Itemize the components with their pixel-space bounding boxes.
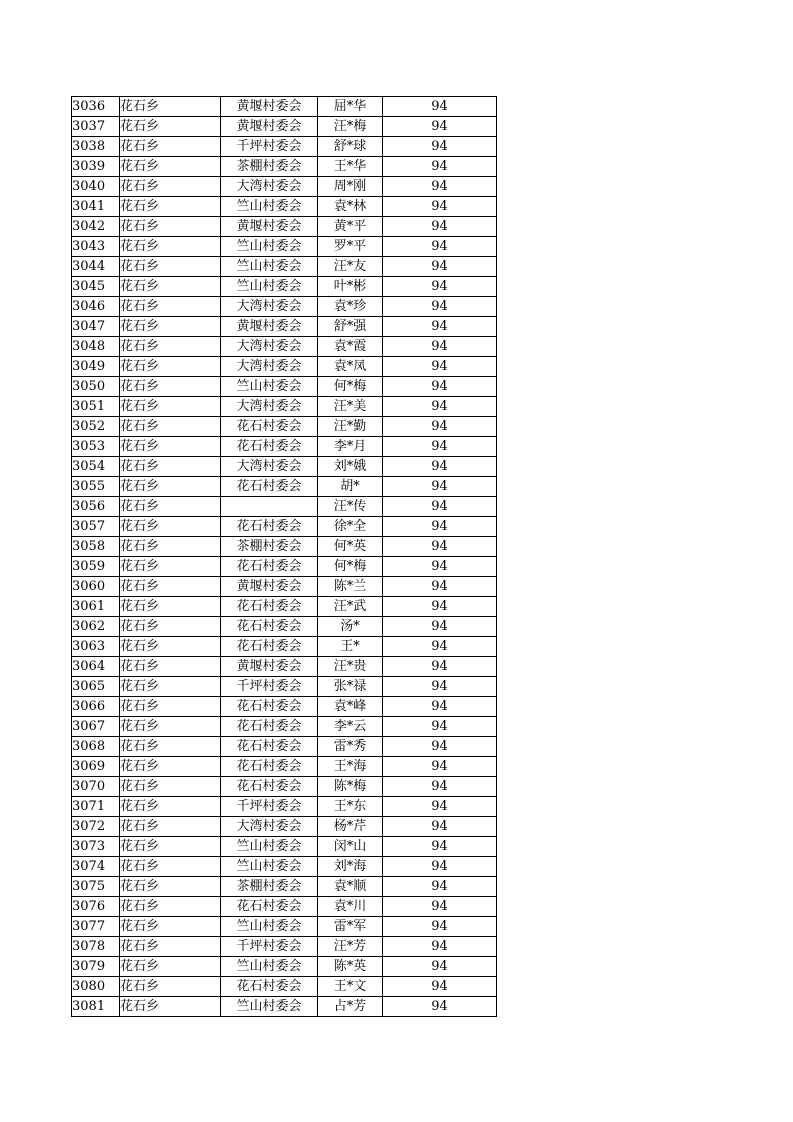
village-committee-cell: 花石村委会: [221, 637, 318, 657]
score-cell: 94: [383, 997, 497, 1017]
village-committee-cell: 竺山村委会: [221, 837, 318, 857]
score-cell: 94: [383, 557, 497, 577]
village-committee-cell: 千坪村委会: [221, 677, 318, 697]
row-number-cell: 3036: [72, 97, 120, 117]
township-cell: 花石乡: [120, 97, 221, 117]
township-cell: 花石乡: [120, 537, 221, 557]
person-name-cell: 何*梅: [318, 377, 383, 397]
score-cell: 94: [383, 757, 497, 777]
person-name-cell: 袁*霞: [318, 337, 383, 357]
table-row: [72, 617, 497, 637]
township-cell: 花石乡: [120, 157, 221, 177]
score-cell: 94: [383, 297, 497, 317]
person-name-cell: 刘*娥: [318, 457, 383, 477]
person-name-cell: 汪*勤: [318, 417, 383, 437]
person-name-cell: 占*芳: [318, 997, 383, 1017]
table-row: [72, 137, 497, 157]
person-name-cell: 周*刚: [318, 177, 383, 197]
township-cell: 花石乡: [120, 477, 221, 497]
row-number-cell: 3062: [72, 617, 120, 637]
row-number-cell: 3069: [72, 757, 120, 777]
table-row: [72, 677, 497, 697]
township-cell: 花石乡: [120, 697, 221, 717]
table-row: [72, 977, 497, 997]
row-number-cell: 3057: [72, 517, 120, 537]
table-row: [72, 857, 497, 877]
township-cell: 花石乡: [120, 437, 221, 457]
township-cell: 花石乡: [120, 337, 221, 357]
row-number-cell: 3051: [72, 397, 120, 417]
village-committee-cell: 花石村委会: [221, 757, 318, 777]
township-cell: 花石乡: [120, 777, 221, 797]
village-committee-cell: [221, 497, 318, 517]
township-cell: 花石乡: [120, 817, 221, 837]
township-cell: 花石乡: [120, 357, 221, 377]
table-row: [72, 717, 497, 737]
table-row: [72, 157, 497, 177]
table-row: [72, 197, 497, 217]
score-cell: 94: [383, 637, 497, 657]
township-cell: 花石乡: [120, 277, 221, 297]
village-committee-cell: 大湾村委会: [221, 457, 318, 477]
person-name-cell: 陈*兰: [318, 577, 383, 597]
row-number-cell: 3044: [72, 257, 120, 277]
table-row: [72, 277, 497, 297]
township-cell: 花石乡: [120, 117, 221, 137]
person-name-cell: 王*华: [318, 157, 383, 177]
table-row: [72, 777, 497, 797]
score-cell: 94: [383, 597, 497, 617]
row-number-cell: 3053: [72, 437, 120, 457]
village-committee-cell: 大湾村委会: [221, 817, 318, 837]
township-cell: 花石乡: [120, 757, 221, 777]
person-name-cell: 徐*全: [318, 517, 383, 537]
score-cell: 94: [383, 377, 497, 397]
table-row: [72, 917, 497, 937]
score-cell: 94: [383, 857, 497, 877]
score-cell: 94: [383, 197, 497, 217]
village-committee-cell: 花石村委会: [221, 597, 318, 617]
score-cell: 94: [383, 617, 497, 637]
township-cell: 花石乡: [120, 177, 221, 197]
person-name-cell: 袁*川: [318, 897, 383, 917]
score-cell: 94: [383, 957, 497, 977]
score-cell: 94: [383, 337, 497, 357]
township-cell: 花石乡: [120, 297, 221, 317]
row-number-cell: 3039: [72, 157, 120, 177]
person-name-cell: 袁*林: [318, 197, 383, 217]
township-cell: 花石乡: [120, 837, 221, 857]
score-cell: 94: [383, 737, 497, 757]
table-row: [72, 537, 497, 557]
village-committee-cell: 黄堰村委会: [221, 657, 318, 677]
village-committee-cell: 大湾村委会: [221, 397, 318, 417]
person-name-cell: 汪*芳: [318, 937, 383, 957]
score-cell: 94: [383, 697, 497, 717]
person-name-cell: 汪*梅: [318, 117, 383, 137]
row-number-cell: 3063: [72, 637, 120, 657]
table-row: [72, 737, 497, 757]
village-committee-cell: 黄堰村委会: [221, 97, 318, 117]
row-number-cell: 3048: [72, 337, 120, 357]
row-number-cell: 3081: [72, 997, 120, 1017]
score-cell: 94: [383, 397, 497, 417]
village-committee-cell: 竺山村委会: [221, 257, 318, 277]
person-name-cell: 袁*峰: [318, 697, 383, 717]
row-number-cell: 3059: [72, 557, 120, 577]
village-committee-cell: 花石村委会: [221, 517, 318, 537]
person-name-cell: 李*月: [318, 437, 383, 457]
table-row: [72, 757, 497, 777]
village-committee-cell: 黄堰村委会: [221, 117, 318, 137]
village-committee-cell: 竺山村委会: [221, 237, 318, 257]
village-committee-cell: 花石村委会: [221, 897, 318, 917]
village-committee-cell: 花石村委会: [221, 557, 318, 577]
table-row: [72, 377, 497, 397]
table-row: [72, 557, 497, 577]
township-cell: 花石乡: [120, 737, 221, 757]
row-number-cell: 3079: [72, 957, 120, 977]
person-name-cell: 王*文: [318, 977, 383, 997]
table-row: [72, 697, 497, 717]
row-number-cell: 3065: [72, 677, 120, 697]
score-cell: 94: [383, 117, 497, 137]
township-cell: 花石乡: [120, 857, 221, 877]
row-number-cell: 3045: [72, 277, 120, 297]
person-name-cell: 汪*友: [318, 257, 383, 277]
village-committee-cell: 竺山村委会: [221, 957, 318, 977]
person-name-cell: 张*禄: [318, 677, 383, 697]
township-cell: 花石乡: [120, 957, 221, 977]
village-committee-cell: 花石村委会: [221, 737, 318, 757]
village-committee-cell: 大湾村委会: [221, 357, 318, 377]
table-row: [72, 397, 497, 417]
township-cell: 花石乡: [120, 797, 221, 817]
person-name-cell: 陈*英: [318, 957, 383, 977]
score-cell: 94: [383, 917, 497, 937]
table-row: [72, 357, 497, 377]
table-row: [72, 337, 497, 357]
village-committee-cell: 千坪村委会: [221, 137, 318, 157]
table-row: [72, 457, 497, 477]
table-row: [72, 997, 497, 1017]
person-name-cell: 汤*: [318, 617, 383, 637]
table-row: [72, 117, 497, 137]
row-number-cell: 3058: [72, 537, 120, 557]
row-number-cell: 3073: [72, 837, 120, 857]
village-committee-cell: 花石村委会: [221, 437, 318, 457]
village-committee-cell: 茶棚村委会: [221, 537, 318, 557]
township-cell: 花石乡: [120, 577, 221, 597]
table-row: [72, 477, 497, 497]
table-row: [72, 97, 497, 117]
person-name-cell: 王*东: [318, 797, 383, 817]
person-name-cell: 胡*: [318, 477, 383, 497]
score-cell: 94: [383, 417, 497, 437]
table-row: [72, 577, 497, 597]
person-name-cell: 王*: [318, 637, 383, 657]
village-committee-cell: 竺山村委会: [221, 197, 318, 217]
score-cell: 94: [383, 157, 497, 177]
score-cell: 94: [383, 357, 497, 377]
row-number-cell: 3067: [72, 717, 120, 737]
person-name-cell: 舒*球: [318, 137, 383, 157]
township-cell: 花石乡: [120, 677, 221, 697]
township-cell: 花石乡: [120, 897, 221, 917]
person-name-cell: 汪*贵: [318, 657, 383, 677]
person-name-cell: 罗*平: [318, 237, 383, 257]
township-cell: 花石乡: [120, 237, 221, 257]
score-cell: 94: [383, 257, 497, 277]
score-cell: 94: [383, 657, 497, 677]
table-row: [72, 897, 497, 917]
village-committee-cell: 花石村委会: [221, 417, 318, 437]
township-cell: 花石乡: [120, 397, 221, 417]
row-number-cell: 3070: [72, 777, 120, 797]
score-cell: 94: [383, 477, 497, 497]
village-committee-cell: 花石村委会: [221, 717, 318, 737]
township-cell: 花石乡: [120, 197, 221, 217]
village-committee-cell: 竺山村委会: [221, 917, 318, 937]
village-committee-cell: 千坪村委会: [221, 797, 318, 817]
row-number-cell: 3046: [72, 297, 120, 317]
row-number-cell: 3078: [72, 937, 120, 957]
table-row: [72, 817, 497, 837]
table-row: [72, 237, 497, 257]
person-name-cell: 雷*军: [318, 917, 383, 937]
score-cell: 94: [383, 317, 497, 337]
person-name-cell: 何*梅: [318, 557, 383, 577]
score-cell: 94: [383, 837, 497, 857]
row-number-cell: 3076: [72, 897, 120, 917]
score-cell: 94: [383, 777, 497, 797]
row-number-cell: 3056: [72, 497, 120, 517]
row-number-cell: 3038: [72, 137, 120, 157]
table-row: [72, 217, 497, 237]
village-committee-cell: 黄堰村委会: [221, 317, 318, 337]
village-committee-cell: 大湾村委会: [221, 337, 318, 357]
township-cell: 花石乡: [120, 937, 221, 957]
score-cell: 94: [383, 177, 497, 197]
township-cell: 花石乡: [120, 617, 221, 637]
row-number-cell: 3043: [72, 237, 120, 257]
village-committee-cell: 花石村委会: [221, 617, 318, 637]
person-name-cell: 闵*山: [318, 837, 383, 857]
township-cell: 花石乡: [120, 417, 221, 437]
table-row: [72, 497, 497, 517]
table-row: [72, 417, 497, 437]
village-committee-cell: 大湾村委会: [221, 297, 318, 317]
person-name-cell: 汪*武: [318, 597, 383, 617]
person-name-cell: 汪*传: [318, 497, 383, 517]
person-name-cell: 黄*平: [318, 217, 383, 237]
person-name-cell: 屈*华: [318, 97, 383, 117]
village-committee-cell: 花石村委会: [221, 697, 318, 717]
township-cell: 花石乡: [120, 517, 221, 537]
table-row: [72, 877, 497, 897]
table-row: [72, 837, 497, 857]
person-name-cell: 李*云: [318, 717, 383, 737]
row-number-cell: 3064: [72, 657, 120, 677]
row-number-cell: 3052: [72, 417, 120, 437]
row-number-cell: 3054: [72, 457, 120, 477]
village-committee-cell: 花石村委会: [221, 977, 318, 997]
score-cell: 94: [383, 797, 497, 817]
table-row: [72, 657, 497, 677]
township-cell: 花石乡: [120, 977, 221, 997]
roster-table-body: [72, 97, 497, 1017]
score-cell: 94: [383, 217, 497, 237]
table-row: [72, 937, 497, 957]
table-row: [72, 517, 497, 537]
township-cell: 花石乡: [120, 377, 221, 397]
score-cell: 94: [383, 537, 497, 557]
person-name-cell: 雷*秀: [318, 737, 383, 757]
village-committee-cell: 黄堰村委会: [221, 577, 318, 597]
person-name-cell: 叶*彬: [318, 277, 383, 297]
person-name-cell: 汪*美: [318, 397, 383, 417]
township-cell: 花石乡: [120, 877, 221, 897]
row-number-cell: 3074: [72, 857, 120, 877]
table-row: [72, 637, 497, 657]
township-cell: 花石乡: [120, 997, 221, 1017]
township-cell: 花石乡: [120, 657, 221, 677]
village-committee-cell: 竺山村委会: [221, 377, 318, 397]
row-number-cell: 3050: [72, 377, 120, 397]
score-cell: 94: [383, 97, 497, 117]
person-name-cell: 陈*梅: [318, 777, 383, 797]
score-cell: 94: [383, 497, 497, 517]
township-cell: 花石乡: [120, 597, 221, 617]
roster-table: [71, 96, 497, 1017]
village-committee-cell: 竺山村委会: [221, 277, 318, 297]
score-cell: 94: [383, 897, 497, 917]
row-number-cell: 3060: [72, 577, 120, 597]
row-number-cell: 3041: [72, 197, 120, 217]
score-cell: 94: [383, 937, 497, 957]
score-cell: 94: [383, 437, 497, 457]
township-cell: 花石乡: [120, 137, 221, 157]
score-cell: 94: [383, 457, 497, 477]
township-cell: 花石乡: [120, 497, 221, 517]
score-cell: 94: [383, 817, 497, 837]
township-cell: 花石乡: [120, 217, 221, 237]
score-cell: 94: [383, 877, 497, 897]
township-cell: 花石乡: [120, 317, 221, 337]
score-cell: 94: [383, 717, 497, 737]
village-committee-cell: 花石村委会: [221, 777, 318, 797]
score-cell: 94: [383, 977, 497, 997]
row-number-cell: 3061: [72, 597, 120, 617]
village-committee-cell: 茶棚村委会: [221, 157, 318, 177]
person-name-cell: 袁*顺: [318, 877, 383, 897]
person-name-cell: 刘*海: [318, 857, 383, 877]
person-name-cell: 舒*强: [318, 317, 383, 337]
village-committee-cell: 花石村委会: [221, 477, 318, 497]
table-row: [72, 317, 497, 337]
row-number-cell: 3071: [72, 797, 120, 817]
row-number-cell: 3037: [72, 117, 120, 137]
township-cell: 花石乡: [120, 557, 221, 577]
table-row: [72, 597, 497, 617]
score-cell: 94: [383, 517, 497, 537]
row-number-cell: 3077: [72, 917, 120, 937]
row-number-cell: 3049: [72, 357, 120, 377]
village-committee-cell: 竺山村委会: [221, 857, 318, 877]
row-number-cell: 3075: [72, 877, 120, 897]
township-cell: 花石乡: [120, 917, 221, 937]
person-name-cell: 王*海: [318, 757, 383, 777]
village-committee-cell: 黄堰村委会: [221, 217, 318, 237]
village-committee-cell: 茶棚村委会: [221, 877, 318, 897]
table-row: [72, 797, 497, 817]
township-cell: 花石乡: [120, 637, 221, 657]
score-cell: 94: [383, 237, 497, 257]
score-cell: 94: [383, 577, 497, 597]
table-row: [72, 257, 497, 277]
row-number-cell: 3072: [72, 817, 120, 837]
village-committee-cell: 千坪村委会: [221, 937, 318, 957]
person-name-cell: 袁*凤: [318, 357, 383, 377]
row-number-cell: 3042: [72, 217, 120, 237]
score-cell: 94: [383, 277, 497, 297]
person-name-cell: 袁*珍: [318, 297, 383, 317]
person-name-cell: 何*英: [318, 537, 383, 557]
township-cell: 花石乡: [120, 457, 221, 477]
table-row: [72, 297, 497, 317]
row-number-cell: 3047: [72, 317, 120, 337]
row-number-cell: 3055: [72, 477, 120, 497]
village-committee-cell: 大湾村委会: [221, 177, 318, 197]
table-row: [72, 177, 497, 197]
score-cell: 94: [383, 677, 497, 697]
township-cell: 花石乡: [120, 257, 221, 277]
row-number-cell: 3068: [72, 737, 120, 757]
row-number-cell: 3066: [72, 697, 120, 717]
row-number-cell: 3040: [72, 177, 120, 197]
table-row: [72, 437, 497, 457]
score-cell: 94: [383, 137, 497, 157]
village-committee-cell: 竺山村委会: [221, 997, 318, 1017]
table-row: [72, 957, 497, 977]
row-number-cell: 3080: [72, 977, 120, 997]
township-cell: 花石乡: [120, 717, 221, 737]
person-name-cell: 杨*芹: [318, 817, 383, 837]
